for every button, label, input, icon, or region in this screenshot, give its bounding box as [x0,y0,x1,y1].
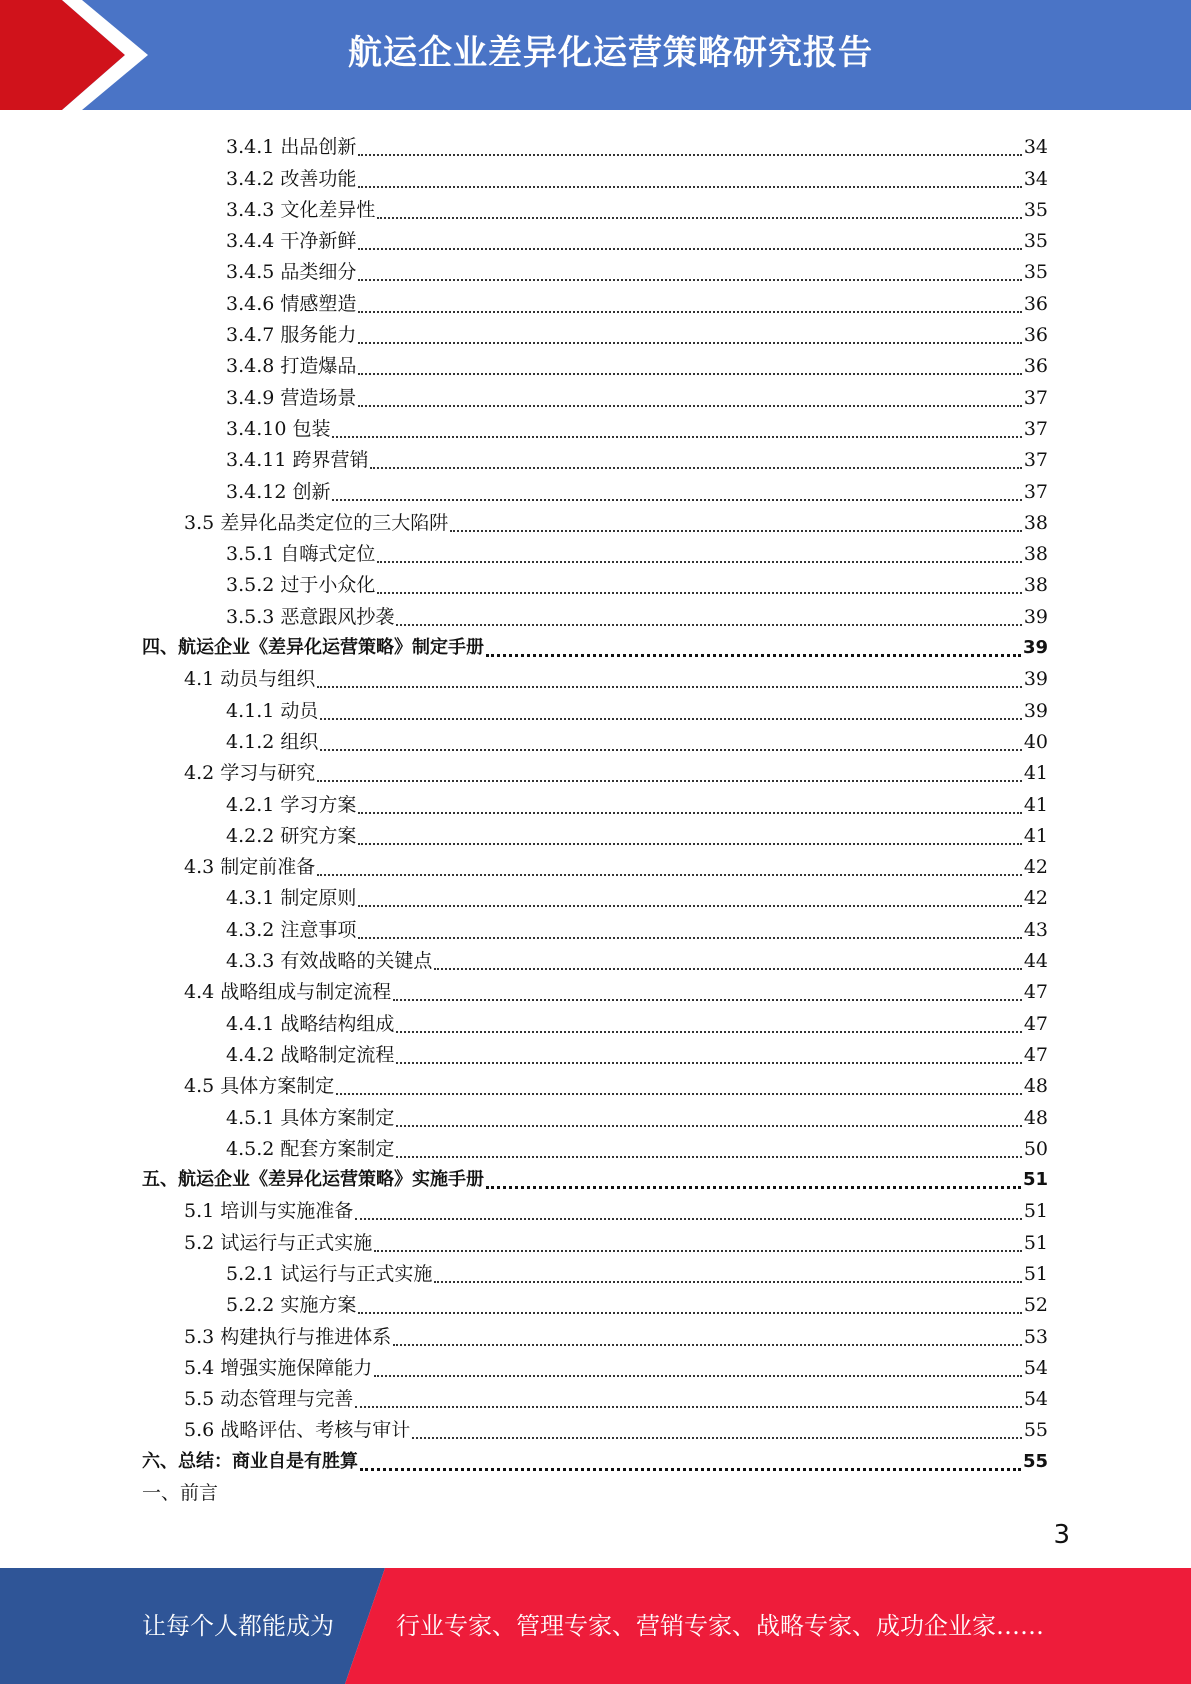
toc-entry-page: 37 [1023,480,1048,503]
toc-dot-leader [317,765,1022,785]
toc-dot-leader [332,484,1021,504]
toc-dot-leader [358,890,1021,910]
toc-entry-label: 4.4 战略组成与制定流程 [184,981,392,1004]
document-title: 航运企业差异化运营策略研究报告 [348,33,873,73]
toc-entry[interactable] [142,441,1048,472]
toc-entry-page: 39 [1023,699,1048,722]
toc-entry-page: 52 [1023,1294,1048,1317]
toc-entry[interactable] [142,1442,1048,1473]
toc-dot-leader [374,1360,1022,1380]
toc-entry-page: 39 [1022,637,1048,659]
toc-dot-leader [486,1172,1021,1192]
toc-entry[interactable] [142,1317,1048,1348]
toc-entry-page: 39 [1023,668,1048,691]
toc-entry-label: 4.5 具体方案制定 [184,1075,335,1098]
toc-entry-page: 41 [1023,762,1048,785]
toc-entry-page: 43 [1023,918,1048,941]
toc-entry-page: 48 [1023,1075,1048,1098]
toc-entry[interactable] [142,754,1048,785]
toc-entry[interactable] [142,566,1048,597]
toc-entry-label: 4.2.2 研究方案 [226,824,357,847]
toc-dot-leader [370,452,1021,472]
toc-entry-label: 3.4.9 营造场景 [226,386,357,409]
toc-entry-page: 42 [1023,887,1048,910]
toc-entry-page: 41 [1023,824,1048,847]
toc-dot-leader [358,327,1021,347]
toc-entry-label: 4.2.1 学习方案 [226,793,357,816]
toc-entry-label: 5.4 增强实施保障能力 [184,1356,373,1379]
toc-entry-page: 38 [1023,511,1048,534]
toc-entry-page: 36 [1023,292,1048,315]
toc-entry-label: 5.3 构建执行与推进体系 [184,1325,392,1348]
toc-dot-leader [450,515,1022,535]
toc-dot-leader [358,358,1021,378]
toc-entry-page: 47 [1023,981,1048,1004]
toc-entry-page: 44 [1023,950,1048,973]
toc-entry[interactable] [142,723,1048,754]
toc-dot-leader [396,1110,1021,1130]
toc-entry-label: 3.4.3 文化差异性 [226,198,376,221]
page-number: 3 [1053,1520,1070,1550]
toc-dot-leader [320,734,1021,754]
toc-entry-page: 48 [1023,1106,1048,1129]
toc-entry[interactable] [142,504,1048,535]
toc-dot-leader [317,671,1022,691]
toc-entry-label: 3.4.11 跨界营销 [226,449,369,472]
toc-dot-leader [358,922,1021,942]
toc-entry-label: 3.5.1 自嗨式定位 [226,543,376,566]
toc-entry[interactable] [142,1004,1048,1035]
toc-entry-page: 37 [1023,417,1048,440]
toc-dot-leader [360,1454,1021,1474]
page-header [0,0,1191,110]
toc-entry[interactable] [142,316,1048,347]
toc-entry-page: 55 [1022,1450,1048,1472]
toc-dot-leader [396,1141,1021,1161]
toc-entry-page: 34 [1023,167,1048,190]
toc-entry-label: 3.4.4 干净新鲜 [226,230,357,253]
toc-entry[interactable] [142,1067,1048,1098]
toc-entry[interactable] [142,128,1048,159]
toc-entry-page: 37 [1023,449,1048,472]
toc-entry-label: 4.3.2 注意事项 [226,918,357,941]
toc-entry[interactable] [142,1098,1048,1129]
toc-entry-label: 4.5.2 配套方案制定 [226,1137,395,1160]
toc-entry[interactable] [142,191,1048,222]
toc-entry-page: 47 [1023,1043,1048,1066]
toc-entry[interactable] [142,159,1048,190]
toc-dot-leader [396,1047,1021,1067]
toc-entry[interactable] [142,222,1048,253]
toc-dot-leader [396,609,1021,629]
toc-entry-label: 5.2.2 实施方案 [226,1294,357,1317]
toc-entry-label: 4.3 制定前准备 [184,856,316,879]
toc-entry[interactable] [142,1192,1048,1223]
toc-dot-leader [358,296,1021,316]
toc-entry-label: 3.4.12 创新 [226,480,331,503]
toc-dot-leader [374,1235,1022,1255]
toc-entry[interactable] [142,1255,1048,1286]
toc-dot-leader [358,139,1021,159]
toc-entry-page: 40 [1023,730,1048,753]
toc-entry-label: 5.5 动态管理与完善 [184,1388,354,1411]
table-of-contents [142,128,1048,1505]
toc-entry-page: 38 [1023,574,1048,597]
toc-entry-label: 4.2 学习与研究 [184,762,316,785]
toc-dot-leader [320,703,1021,723]
toc-entry-label: 3.5.2 过于小众化 [226,574,376,597]
toc-entry[interactable] [142,253,1048,284]
toc-dot-leader [393,984,1022,1004]
toc-entry-label: 4.4.1 战略结构组成 [226,1012,395,1035]
toc-dot-leader [396,1016,1021,1036]
toc-entry[interactable] [142,1286,1048,1317]
toc-entry[interactable] [142,1161,1048,1192]
toc-dot-leader [393,1329,1022,1349]
toc-entry-page: 36 [1023,324,1048,347]
toc-entry[interactable] [142,973,1048,1004]
toc-entry-label: 3.5.3 恶意跟风抄袭 [226,605,395,628]
toc-dot-leader [332,421,1021,441]
toc-entry-page: 53 [1023,1325,1048,1348]
toc-entry-label: 5.2.1 试运行与正式实施 [226,1262,433,1285]
toc-dot-leader [358,390,1021,410]
toc-entry-page: 34 [1023,136,1048,159]
toc-entry[interactable] [142,1223,1048,1254]
toc-entry-label: 5.1 培训与实施准备 [184,1200,354,1223]
toc-entry[interactable] [142,848,1048,879]
toc-dot-leader [355,1391,1022,1411]
toc-dot-leader [434,1266,1021,1286]
toc-entry[interactable] [142,785,1048,816]
toc-entry[interactable] [142,660,1048,691]
toc-entry-label: 4.3.3 有效战略的关键点 [226,950,433,973]
toc-dot-leader [358,797,1021,817]
toc-dot-leader [358,171,1021,191]
page-footer [0,1568,1191,1684]
toc-dot-leader [486,640,1021,660]
toc-entry-label: 五、航运企业《差异化运营策略》实施手册 [142,1169,484,1191]
toc-entry[interactable] [142,347,1048,378]
toc-entry[interactable] [142,378,1048,409]
toc-dot-leader [317,859,1022,879]
toc-entry-page: 39 [1023,605,1048,628]
toc-entry-label: 六、总结：商业自是有胜算 [142,1450,358,1472]
toc-dot-leader [355,1203,1022,1223]
toc-entry[interactable] [142,1130,1048,1161]
toc-dot-leader [377,577,1021,597]
toc-entry-label: 4.4.2 战略制定流程 [226,1043,395,1066]
toc-dot-leader [358,233,1021,253]
toc-dot-leader [358,828,1021,848]
toc-entry-label: 4.1.1 动员 [226,699,319,722]
toc-entry[interactable] [142,410,1048,441]
toc-entry-label: 3.4.7 服务能力 [226,324,357,347]
toc-entry-label: 3.4.5 品类细分 [226,261,357,284]
toc-entry-label: 3.4.1 出品创新 [226,136,357,159]
toc-dot-leader [434,953,1021,973]
toc-entry-label: 5.2 试运行与正式实施 [184,1231,373,1254]
toc-entry-label: 一、前言 [142,1482,219,1505]
toc-entry-label: 4.1.2 组织 [226,730,319,753]
toc-entry-page: 38 [1023,543,1048,566]
toc-entry-page: 42 [1023,856,1048,879]
toc-entry-page: 54 [1023,1388,1048,1411]
toc-entry-page: 35 [1023,261,1048,284]
toc-entry[interactable] [142,1411,1048,1442]
toc-dot-leader [358,264,1021,284]
toc-entry[interactable] [142,879,1048,910]
toc-entry-label: 3.5 差异化品类定位的三大陷阱 [184,511,449,534]
toc-entry-page: 51 [1022,1169,1048,1191]
toc-entry[interactable] [142,942,1048,973]
toc-entry[interactable] [142,472,1048,503]
toc-dot-leader [358,1297,1021,1317]
toc-entry[interactable] [142,1474,1048,1505]
toc-entry-label: 3.4.8 打造爆品 [226,355,357,378]
toc-entry-label: 3.4.10 包装 [226,417,331,440]
toc-entry[interactable] [142,1036,1048,1067]
toc-entry[interactable] [142,817,1048,848]
toc-entry-page: 47 [1023,1012,1048,1035]
toc-entry-label: 5.6 战略评估、考核与审计 [184,1419,411,1442]
toc-entry[interactable] [142,597,1048,628]
toc-entry-label: 四、航运企业《差异化运营策略》制定手册 [142,637,484,659]
toc-entry-page: 55 [1023,1419,1048,1442]
toc-entry-page: 54 [1023,1356,1048,1379]
toc-entry-page: 37 [1023,386,1048,409]
toc-entry-label: 4.3.1 制定原则 [226,887,357,910]
toc-dot-leader [377,546,1021,566]
toc-entry-page: 51 [1023,1200,1048,1223]
toc-entry-page: 51 [1023,1231,1048,1254]
toc-dot-leader [412,1422,1022,1442]
toc-entry-label: 4.1 动员与组织 [184,668,316,691]
toc-entry[interactable] [142,1380,1048,1411]
footer-slogan-right: 行业专家、管理专家、营销专家、战略专家、成功企业家…… [396,1612,1044,1640]
toc-entry-page: 51 [1023,1262,1048,1285]
toc-entry[interactable] [142,1349,1048,1380]
toc-entry[interactable] [142,691,1048,722]
toc-entry-label: 4.5.1 具体方案制定 [226,1106,395,1129]
toc-entry-page: 35 [1023,230,1048,253]
toc-entry-label: 3.4.2 改善功能 [226,167,357,190]
toc-entry-page: 35 [1023,198,1048,221]
toc-entry-label: 3.4.6 情感塑造 [226,292,357,315]
toc-entry[interactable] [142,910,1048,941]
footer-slogan-left: 让每个人都能成为 [142,1612,334,1640]
toc-dot-leader [377,202,1021,222]
toc-entry[interactable] [142,629,1048,660]
toc-entry-page: 41 [1023,793,1048,816]
toc-entry[interactable] [142,535,1048,566]
toc-dot-leader [336,1078,1022,1098]
toc-entry[interactable] [142,284,1048,315]
toc-entry-page: 50 [1023,1137,1048,1160]
toc-entry-page: 36 [1023,355,1048,378]
